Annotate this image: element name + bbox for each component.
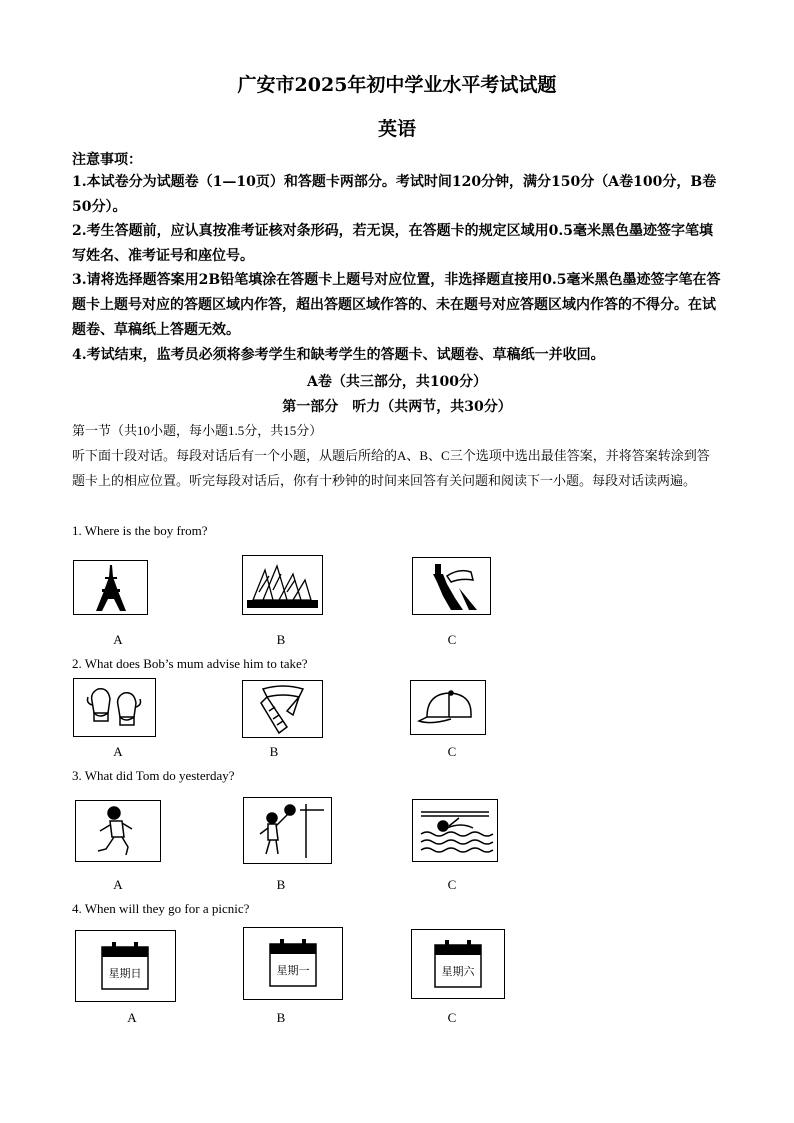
mittens-icon[interactable] [73, 678, 156, 737]
calendar-monday-option[interactable] [243, 927, 343, 1000]
calendar-sunday-option[interactable] [75, 930, 176, 1002]
note-item-2: 2.考生答题前，应认真按准考证核对条形码，若无误，在答题卡的规定区域用0.5毫米黑色墨迹签字笔填写姓名、准考证号和座位号。 [72, 223, 713, 264]
calendar-icon [100, 941, 150, 991]
calendar-icon [268, 938, 318, 988]
part-heading: 第一部分 听力（共两节，共30分） [282, 399, 512, 415]
q3-option-b[interactable]: B [276, 877, 286, 892]
eiffel-tower-icon[interactable] [73, 560, 148, 615]
q4-option-b[interactable]: B [276, 1010, 286, 1025]
notes-heading: 注意事项： [72, 152, 142, 168]
calendar-saturday-option[interactable] [411, 929, 505, 999]
note-item-1: 1.本试卷分为试题卷（1—10页）和答题卡两部分。考试时间120分钟，满分150分（A卷100分，B卷50分）。 [72, 174, 717, 215]
calendar-icon [433, 939, 483, 989]
calendar-day-label: 星期日 [108, 967, 142, 980]
exam-title: 广安市2025年初中学业水平考试试题 [237, 74, 557, 96]
calendar-day-label: 星期六 [441, 965, 475, 978]
listening-instructions: 听下面十段对话。每段对话后有一个小题，从题后所给的A、B、C三个选项中选出最佳答案，并将答案转涂到答题卡上的相应位置。听完每段对话后，你有十秒钟的时间来回答有关问题和阅读下一小题。每段对话读两遍。 [72, 448, 710, 488]
cap-icon[interactable] [410, 680, 486, 735]
q1-option-b[interactable]: B [276, 632, 286, 647]
q4-option-c[interactable]: C [447, 1010, 457, 1025]
question-3-text: 3. What did Tom do yesterday? [72, 768, 235, 783]
subsection-heading: 第一节（共10小题，每小题1.5分，共15分） [72, 423, 323, 438]
q2-option-a[interactable]: A [113, 744, 123, 759]
q3-option-a[interactable]: A [113, 877, 123, 892]
question-1-text: 1. Where is the boy from? [72, 523, 208, 538]
note-item-4: 4.考试结束，监考员必须将参考学生和缺考学生的答题卡、试题卷、草稿纸一并收回。 [72, 347, 605, 363]
q3-option-c[interactable]: C [447, 877, 457, 892]
q2-option-b[interactable]: B [269, 744, 279, 759]
volume-heading: A卷（共三部分，共100分） [306, 374, 488, 390]
subject-title: 英语 [377, 118, 416, 140]
statue-of-liberty-icon[interactable] [412, 557, 491, 615]
question-2-text: 2. What does Bob’s mum advise him to take? [72, 656, 308, 671]
q1-option-c[interactable]: C [447, 632, 457, 647]
scarf-icon[interactable] [242, 680, 323, 738]
question-4-text: 4. When will they go for a picnic? [72, 901, 250, 916]
note-item-3: 3.请将选择题答案用2B铅笔填涂在答题卡上题号对应位置，非选择题直接用0.5毫米黑色墨迹签字笔在答题卡上题号对应的答题区域内作答，超出答题区域作答的、未在题号对应答题区域内作答的不得分。在试题卷、草稿纸上答题无效。 [72, 272, 721, 338]
q2-option-c[interactable]: C [447, 744, 457, 759]
swimmer-icon[interactable] [412, 799, 498, 862]
sydney-opera-house-icon[interactable] [242, 555, 323, 615]
q1-option-a[interactable]: A [113, 632, 123, 647]
basketball-player-icon[interactable] [243, 797, 332, 864]
calendar-day-label: 星期一 [276, 964, 310, 977]
q4-option-a[interactable]: A [127, 1010, 137, 1025]
running-boy-icon[interactable] [75, 800, 161, 862]
